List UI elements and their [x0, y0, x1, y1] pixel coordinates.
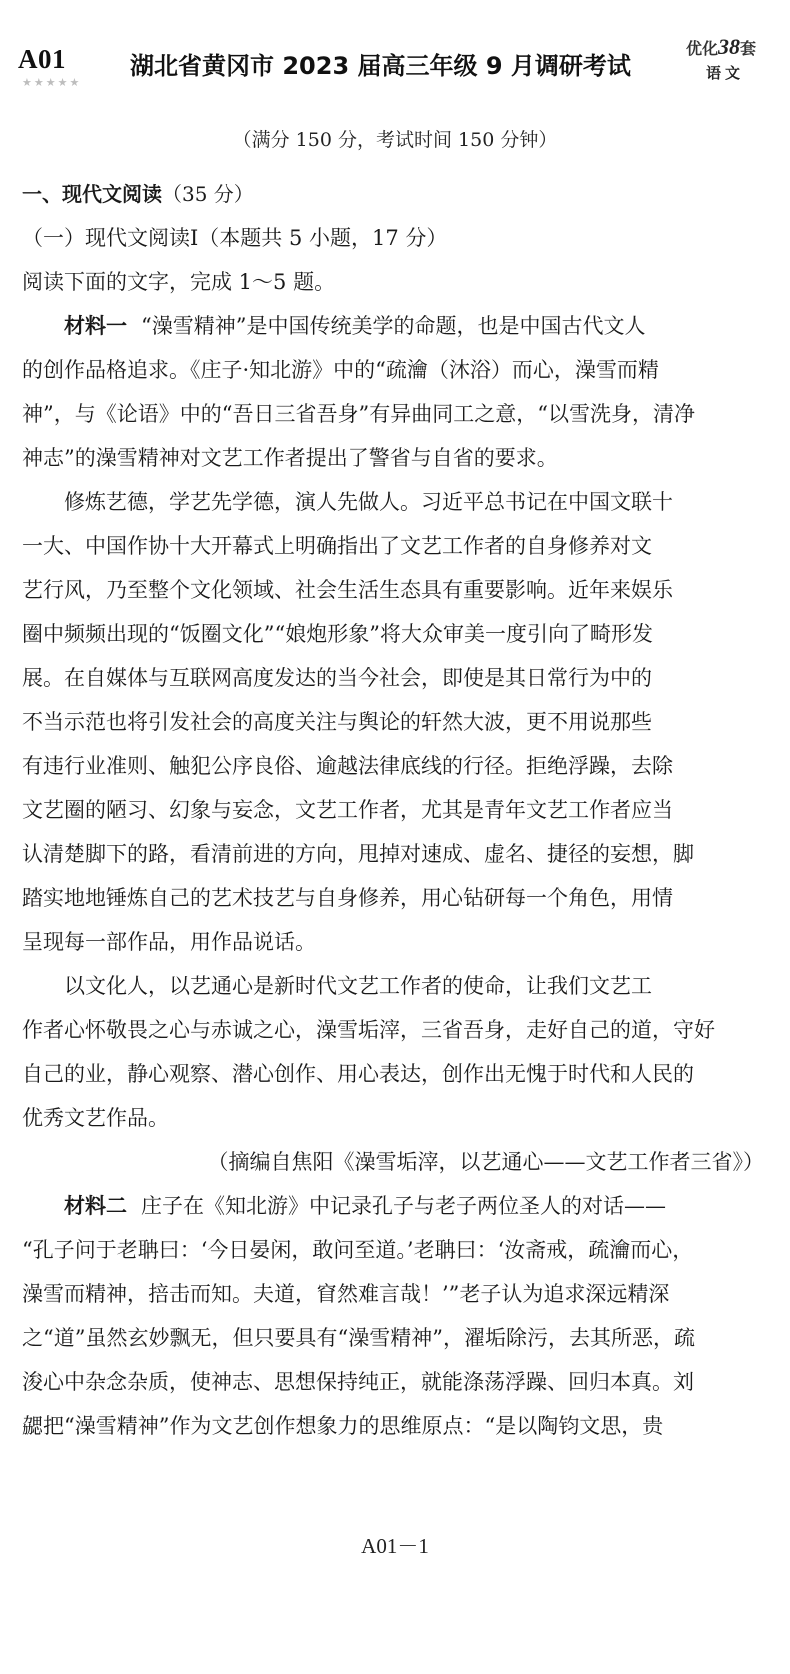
text-line: 认清楚脚下的路，看清前进的方向，甩掉对速成、虚名、捷径的妄想，脚	[22, 842, 694, 866]
text-line: 展。在自媒体与互联网高度发达的当今社会，即使是其日常行为中的	[22, 666, 652, 690]
sub-heading: （一）现代文阅读Ⅰ（本题共 5 小题，17 分）	[22, 226, 448, 250]
text-line: 神志”的澡雪精神对文艺工作者提出了警省与自省的要求。	[22, 446, 558, 470]
text-line: 圈中频频出现的“饭圈文化”“娘炮形象”将大众审美一度引向了畸形发	[22, 622, 653, 646]
page-number: A01－1	[361, 1534, 429, 1558]
exam-info: （满分 150 分，考试时间 150 分钟）	[232, 129, 558, 151]
exam-title: 湖北省黄冈市 2023 届高三年级 9 月调研考试	[130, 52, 631, 80]
text-line: 有违行业准则、触犯公序良俗、逾越法律底线的行径。拒绝浮躁，去除	[22, 754, 673, 778]
subject-label: 语文	[706, 64, 745, 82]
brand-logo	[686, 30, 772, 86]
text-line: 艺行风，乃至整个文化领域、社会生活生态具有重要影响。近年来娱乐	[22, 578, 673, 602]
text-line	[22, 304, 768, 348]
page-header	[0, 0, 790, 110]
text-line: 修炼艺德，学艺先学德，演人先做人。习近平总书记在中国文联十	[64, 490, 673, 514]
section-heading	[22, 172, 768, 216]
text-line: 浚心中杂念杂质，使神志、思想保持纯正，就能涤荡浮躁、回归本真。刘	[22, 1370, 694, 1394]
section-score: （35 分）	[162, 182, 254, 206]
logo-text: 优化	[686, 39, 719, 58]
text-line: 不当示范也将引发社会的高度关注与舆论的轩然大波，更不用说那些	[22, 710, 652, 734]
exam-content	[22, 172, 768, 1448]
text-line: 踏实地地锤炼自己的艺术技艺与自身修养，用心钻研每一个角色，用情	[22, 886, 673, 910]
material1-para3	[22, 964, 768, 1140]
material1-label: 材料一	[64, 314, 127, 338]
material1-para2	[22, 480, 768, 964]
text-line: 之“道”虽然玄妙飘无，但只要具有“澡雪精神”，濯垢除污，去其所恶，疏	[22, 1326, 695, 1350]
logo-number: 38	[718, 34, 741, 59]
text-line: “孔子问于老聃曰：‘今日晏闲，敢问至道。’老聃曰：‘汝斋戒，疏瀹而心，	[22, 1238, 694, 1262]
material2-label: 材料二	[64, 1194, 127, 1218]
material1-source: （摘编自焦阳《澡雪垢滓，以艺通心——文艺工作者三省》）	[207, 1150, 764, 1174]
text-line: 作者心怀敬畏之心与赤诚之心，澡雪垢滓，三省吾身，走好自己的道，守好	[22, 1018, 715, 1042]
logo-suffix: 套	[740, 39, 757, 58]
text-line: 文艺圈的陋习、幻象与妄念，文艺工作者，尤其是青年文艺工作者应当	[22, 798, 673, 822]
text-segment: 庄子在《知北游》中记录孔子与老子两位圣人的对话——	[141, 1194, 666, 1218]
text-line: 一大、中国作协十大开幕式上明确指出了文艺工作者的自身修养对文	[22, 534, 652, 558]
text-line: 勰把“澡雪精神”作为文艺创作想象力的思维原点：“是以陶钧文思，贵	[22, 1414, 664, 1438]
text-segment: “澡雪精神”是中国传统美学的命题，也是中国古代文人	[141, 314, 646, 338]
text-line: 自己的业，静心观察、潜心创作、用心表达，创作出无愧于时代和人民的	[22, 1062, 694, 1086]
text-line	[22, 1184, 768, 1228]
star-decoration-icon: ★★★★★	[22, 76, 82, 89]
logo-mark	[686, 34, 756, 60]
text-line: 澡雪而精神，掊击而知。夫道，窅然难言哉！’”老子认为追求深远精深	[22, 1282, 670, 1306]
section-title: 一、现代文阅读	[22, 182, 162, 206]
paper-code: A01	[18, 44, 66, 74]
text-line: 呈现每一部作品，用作品说话。	[22, 930, 316, 954]
instruction: 阅读下面的文字，完成 1～5 题。	[22, 270, 336, 294]
material2	[22, 1184, 768, 1448]
text-line: 以文化人，以艺通心是新时代文艺工作者的使命，让我们文艺工	[64, 974, 652, 998]
text-line: 优秀文艺作品。	[22, 1106, 169, 1130]
text-line: 神”，与《论语》中的“吾日三省吾身”有异曲同工之意，“以雪洗身，清净	[22, 402, 695, 426]
material1-para1	[22, 304, 768, 480]
text-line: 的创作品格追求。《庄子·知北游》中的“疏瀹（沐浴）而心，澡雪而精	[22, 358, 659, 382]
